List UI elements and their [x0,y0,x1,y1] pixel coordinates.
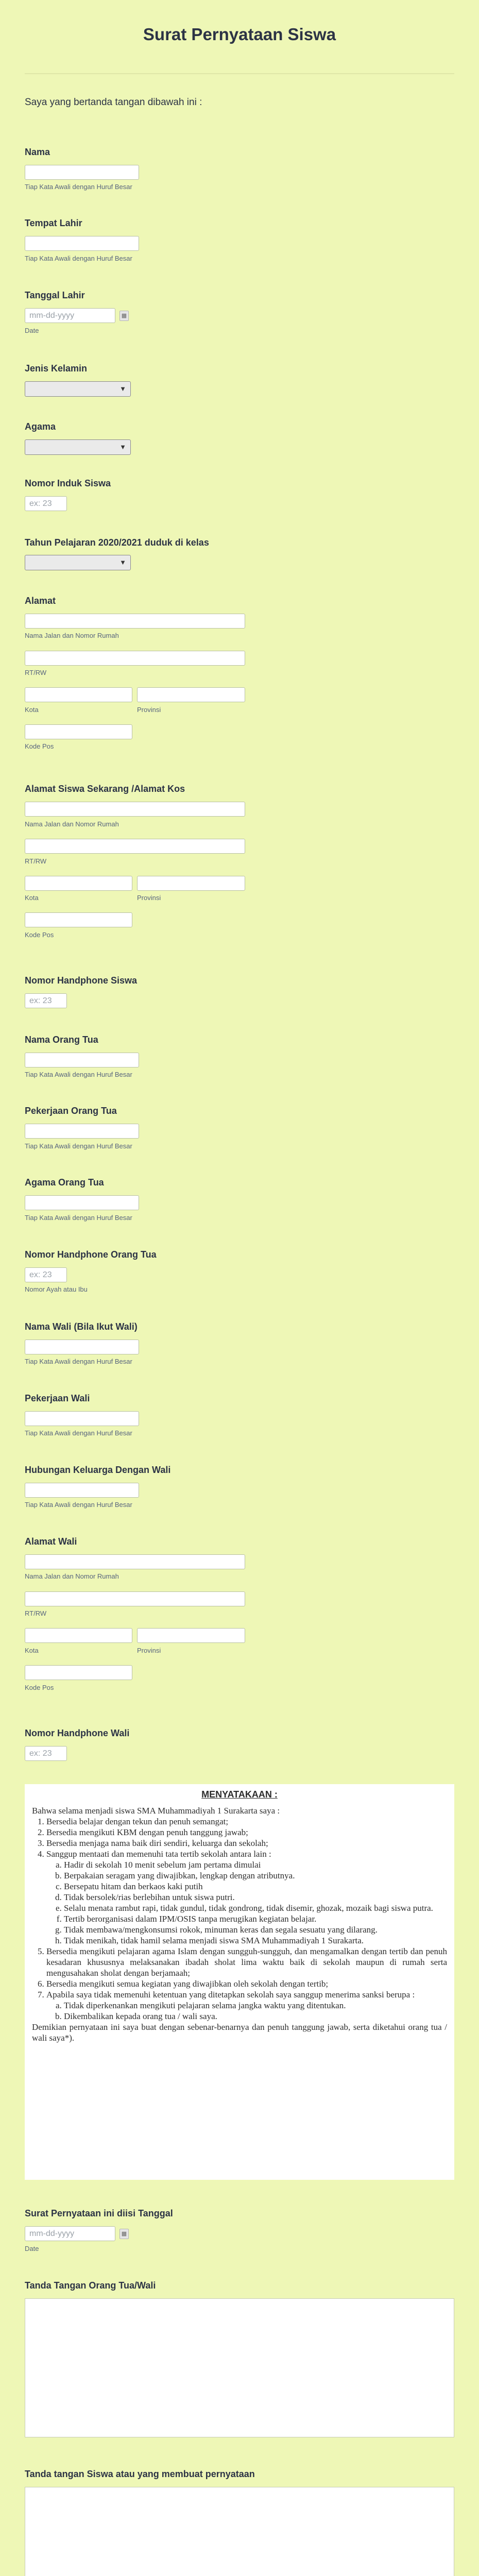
alamat-sekarang-kota-sublabel: Kota [25,894,39,902]
statement-subitem: f. Tertib berorganisasi dalam IPM/OSIS tanpa merugikan kegiatan belajar. [64,1913,447,1924]
hp-siswa-label: Nomor Handphone Siswa [25,975,138,986]
alamat-wali-provinsi-input[interactable] [137,1628,245,1643]
tanggal-lahir-label: Tanggal Lahir [25,290,85,300]
hp-siswa-input[interactable] [25,993,67,1008]
alamat-sekarang-provinsi-input[interactable] [137,876,245,891]
alamat-wali-provinsi-sublabel: Provinsi [137,1647,161,1654]
nama-wali-input[interactable] [25,1340,139,1354]
alamat-sekarang-rtrw-input[interactable] [25,839,245,854]
jenis-kelamin-label: Jenis Kelamin [25,363,88,374]
alamat-provinsi-input[interactable] [137,687,245,702]
alamat-sekarang-street-sublabel: Nama Jalan dan Nomor Rumah [25,820,119,828]
statement-list [32,1816,447,2022]
agama-ortu-hint: Tiap Kata Awali dengan Huruf Besar [25,1214,132,1222]
alamat-wali-kodepos-sublabel: Kode Pos [25,1684,54,1691]
alamat-sekarang-kodepos-input[interactable] [25,912,132,927]
alamat-wali-rtrw-sublabel: RT/RW [25,1609,47,1617]
pekerjaan-ortu-hint: Tiap Kata Awali dengan Huruf Besar [25,1142,132,1150]
tanggal-surat-label: Surat Pernyataan ini diisi Tanggal [25,2208,173,2218]
alamat-sekarang-rtrw-sublabel: RT/RW [25,857,47,865]
pekerjaan-wali-label: Pekerjaan Wali [25,1393,90,1403]
tanggal-surat-input[interactable] [25,2226,115,2241]
hp-wali-input[interactable] [25,1746,67,1761]
statement-heading: MENYATAKAAN : [201,1789,278,1800]
kelas-select[interactable] [25,555,131,570]
nomor-induk-input[interactable] [25,496,67,511]
nama-input[interactable] [25,165,139,180]
statement-item [46,1989,447,2022]
hp-wali-label: Nomor Handphone Wali [25,1728,130,1738]
statement-item-text: Apabila saya tidak memenuhi ketentuan yang ditetapkan sekolah saya sanggup menerima sanksi berupa : [46,1990,415,1999]
statement-item: 3. Bersedia menjaga nama baik diri sendiri, keluarga dan sekolah; [46,1838,447,1849]
ttd-ortu-label: Tanda Tangan Orang Tua/Wali [25,2280,156,2291]
statement-sublist [46,1859,447,1946]
alamat-wali-kota-sublabel: Kota [25,1647,39,1654]
statement-item [46,1849,447,1946]
tanggal-lahir-sublabel: Date [25,327,39,334]
tanggal-lahir-input[interactable] [25,308,115,323]
alamat-wali-street-input[interactable] [25,1554,245,1569]
chevron-down-icon: ▼ [119,558,126,566]
alamat-kodepos-input[interactable] [25,724,132,739]
statement-item: 6. Bersedia mengikuti semua kegiatan yang diwajibkan oleh sekolah dengan tertib; [46,1978,447,1989]
alamat-provinsi-sublabel: Provinsi [137,706,161,714]
statement-subitem: a. Tidak diperkenankan mengikuti pelajaran selama jangka waktu yang ditentukan. [64,2000,447,2011]
nama-ortu-hint: Tiap Kata Awali dengan Huruf Besar [25,1071,132,1078]
form-title: Surat Pernyataan Siswa [143,25,336,44]
agama-select[interactable] [25,439,131,455]
statement-subitem: b. Dikembalikan kepada orang tua / wali saya. [64,2011,447,2022]
pekerjaan-wali-input[interactable] [25,1411,139,1426]
statement-subitem: d. Tidak bersolek/rias berlebihan untuk siswa putri. [64,1892,447,1903]
alamat-kota-input[interactable] [25,687,132,702]
agama-ortu-label: Agama Orang Tua [25,1177,104,1188]
nama-hint: Tiap Kata Awali dengan Huruf Besar [25,183,132,191]
alamat-rtrw-sublabel: RT/RW [25,669,47,676]
pekerjaan-ortu-label: Pekerjaan Orang Tua [25,1106,117,1116]
ttd-siswa-label: Tanda tangan Siswa atau yang membuat pernyataan [25,2469,255,2479]
nama-wali-label: Nama Wali (Bila Ikut Wali) [25,1321,138,1332]
statement-subitem: e. Selalu menata rambut rapi, tidak gundul, tidak gondrong, tidak disemir, ghozak, mozaik bagi siswa putra. [64,1903,447,1913]
alamat-wali-rtrw-input[interactable] [25,1591,245,1606]
alamat-wali-street-sublabel: Nama Jalan dan Nomor Rumah [25,1572,119,1580]
alamat-sekarang-street-input[interactable] [25,802,245,817]
alamat-street-sublabel: Nama Jalan dan Nomor Rumah [25,632,119,639]
statement-subitem: g. Tidak membawa/mengkonsumsi rokok, minuman keras dan segala sesuatu yang dilarang. [64,1924,447,1935]
alamat-label: Alamat [25,596,56,606]
alamat-rtrw-input[interactable] [25,651,245,666]
nama-wali-hint: Tiap Kata Awali dengan Huruf Besar [25,1358,132,1365]
tahun-pelajaran-label: Tahun Pelajaran 2020/2021 duduk di kelas [25,537,209,548]
title-divider [25,73,454,74]
form-intro: Saya yang bertanda tangan dibawah ini : [25,97,202,108]
tempat-lahir-input[interactable] [25,236,139,251]
hp-ortu-input[interactable] [25,1267,67,1282]
calendar-icon[interactable]: ▦ [119,2229,129,2239]
statement-sublist [46,2000,447,2022]
statement-box [25,1784,454,2180]
hubungan-wali-hint: Tiap Kata Awali dengan Huruf Besar [25,1501,132,1509]
ttd-ortu-signature-pad[interactable] [25,2298,454,2437]
alamat-wali-label: Alamat Wali [25,1536,77,1547]
calendar-icon[interactable]: ▦ [119,311,129,321]
statement-subitem: b. Berpakaian seragam yang diwajibkan, lengkap dengan atributnya. [64,1870,447,1881]
statement-subitem: c. Bersepatu hitam dan berkaos kaki putih [64,1881,447,1892]
tanggal-surat-sublabel: Date [25,2245,39,2252]
agama-ortu-input[interactable] [25,1195,139,1210]
alamat-sekarang-provinsi-sublabel: Provinsi [137,894,161,902]
alamat-sekarang-kodepos-sublabel: Kode Pos [25,931,54,939]
chevron-down-icon: ▼ [119,443,126,451]
pekerjaan-wali-hint: Tiap Kata Awali dengan Huruf Besar [25,1429,132,1437]
statement-item: 2. Bersedia mengikuti KBM dengan penuh tanggung jawab; [46,1827,447,1838]
nama-label: Nama [25,147,50,157]
statement-subitem: a. Hadir di sekolah 10 menit sebelum jam pertama dimulai [64,1859,447,1870]
nama-ortu-label: Nama Orang Tua [25,1035,98,1045]
hubungan-wali-input[interactable] [25,1483,139,1498]
hp-ortu-sublabel: Nomor Ayah atau Ibu [25,1285,88,1293]
hubungan-wali-label: Hubungan Keluarga Dengan Wali [25,1465,171,1475]
statement-item: 1. Bersedia belajar dengan tekun dan penuh semangat; [46,1816,447,1827]
jenis-kelamin-select[interactable] [25,381,131,397]
ttd-siswa-signature-pad[interactable] [25,2487,454,2576]
alamat-kodepos-sublabel: Kode Pos [25,742,54,750]
alamat-wali-kota-input[interactable] [25,1628,132,1643]
statement-lead: Bahwa selama menjadi siswa SMA Muhammadiyah 1 Surakarta saya : [32,1806,280,1816]
alamat-street-input[interactable] [25,614,245,629]
alamat-sekarang-label: Alamat Siswa Sekarang /Alamat Kos [25,784,185,794]
alamat-sekarang-kota-input[interactable] [25,876,132,891]
pekerjaan-ortu-input[interactable] [25,1124,139,1139]
alamat-wali-kodepos-input[interactable] [25,1665,132,1680]
tempat-lahir-label: Tempat Lahir [25,218,82,228]
statement-closing: Demikian pernyataan ini saya buat dengan sebenar-benarnya dan penuh tanggung jawab, serta diketahui orang tua / wali saya*). [32,2022,447,2043]
statement-item-text: Sanggup mentaati dan memenuhi tata tertib sekolah antara lain : [46,1849,271,1859]
hp-ortu-label: Nomor Handphone Orang Tua [25,1249,157,1260]
statement-subitem: h. Tidak menikah, tidak hamil selama menjadi siswa SMA Muhammadiyah 1 Surakarta. [64,1935,447,1946]
alamat-kota-sublabel: Kota [25,706,39,714]
chevron-down-icon: ▼ [119,385,126,393]
statement-item: 5. Bersedia mengikuti pelajaran agama Islam dengan sungguh-sungguh, dan mengamalkan dengan tertib dan penuh kesadaran khususnya melaksanakan ibadah sholat lima waktu baik di sekolah maupun di rumah serta mengusahakan sholat dengan berjamaah; [46,1946,447,1978]
agama-label: Agama [25,421,56,432]
tempat-lahir-hint: Tiap Kata Awali dengan Huruf Besar [25,255,132,262]
nama-ortu-input[interactable] [25,1053,139,1067]
nomor-induk-label: Nomor Induk Siswa [25,478,111,488]
